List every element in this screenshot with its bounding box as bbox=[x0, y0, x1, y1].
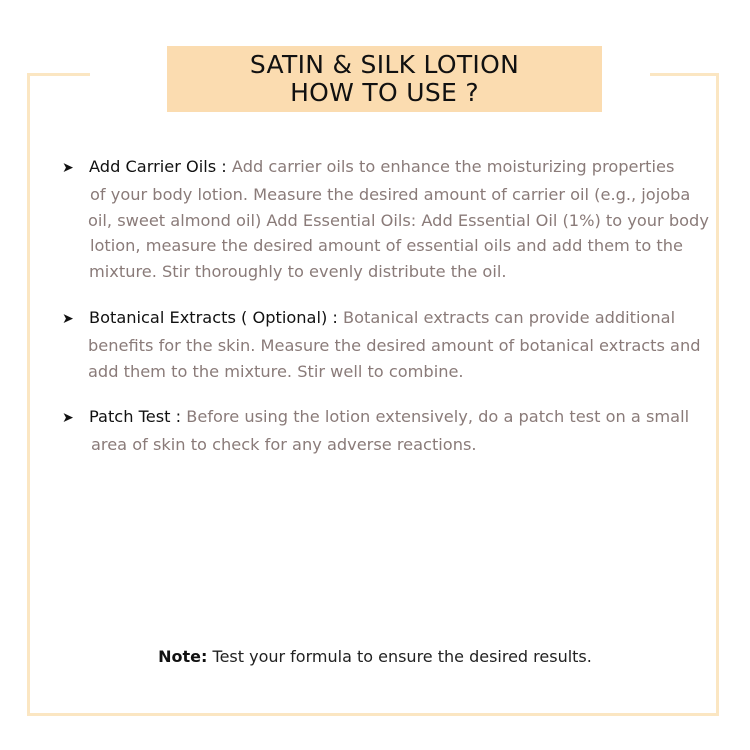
step-text-line: lotion, measure the desired amount of essential oils and add them to the bbox=[90, 236, 683, 256]
step-label: Add Carrier Oils : bbox=[89, 157, 227, 176]
step-text: Add carrier oils to enhance the moisturizing properties bbox=[231, 157, 675, 176]
step-patch-test bbox=[62, 404, 712, 458]
arrowhead-bullet-icon: ➤ bbox=[62, 311, 74, 327]
step-paragraph bbox=[62, 154, 712, 285]
title-line-1: SATIN & SILK LOTION bbox=[249, 50, 520, 79]
note-text: Test your formula to ensure the desired results. bbox=[212, 647, 592, 666]
step-botanical-extracts bbox=[62, 305, 712, 384]
step-add-carrier-oils bbox=[62, 154, 712, 285]
step-text-line: area of skin to check for any adverse reactions. bbox=[91, 434, 477, 454]
step-label: Botanical Extracts ( Optional) : bbox=[89, 308, 338, 327]
step-paragraph bbox=[62, 305, 712, 384]
arrowhead-bullet-icon: ➤ bbox=[62, 410, 74, 426]
step-text-line: benefits for the skin. Measure the desired amount of botanical extracts and bbox=[88, 335, 701, 355]
step-text-line: oil, sweet almond oil) Add Essential Oils: Add Essential Oil (1%) to your body bbox=[88, 210, 709, 230]
frame-top-right-border bbox=[650, 73, 719, 76]
frame-right-border bbox=[716, 73, 719, 716]
step-text-line: add them to the mixture. Stir well to combine. bbox=[88, 361, 464, 381]
frame-top-left-border bbox=[27, 73, 90, 76]
step-label: Patch Test : bbox=[89, 407, 182, 426]
step-first-line bbox=[62, 404, 712, 432]
title-line-2: HOW TO USE ? bbox=[290, 78, 479, 107]
step-first-line bbox=[62, 305, 712, 333]
step-text-line: of your body lotion. Measure the desired amount of carrier oil (e.g., jojoba bbox=[90, 184, 691, 204]
step-text: Botanical extracts can provide additional bbox=[343, 308, 676, 327]
step-text-line: mixture. Stir thoroughly to evenly distribute the oil. bbox=[89, 262, 507, 282]
frame-left-border bbox=[27, 73, 30, 716]
step-first-line bbox=[62, 154, 712, 182]
frame-bottom-border bbox=[27, 713, 719, 716]
step-paragraph bbox=[62, 404, 712, 458]
note-label: Note: bbox=[158, 647, 208, 666]
step-text: Before using the lotion extensively, do a patch test on a small bbox=[186, 407, 690, 426]
arrowhead-bullet-icon: ➤ bbox=[62, 160, 74, 176]
title-banner bbox=[167, 46, 602, 112]
note bbox=[0, 647, 750, 666]
